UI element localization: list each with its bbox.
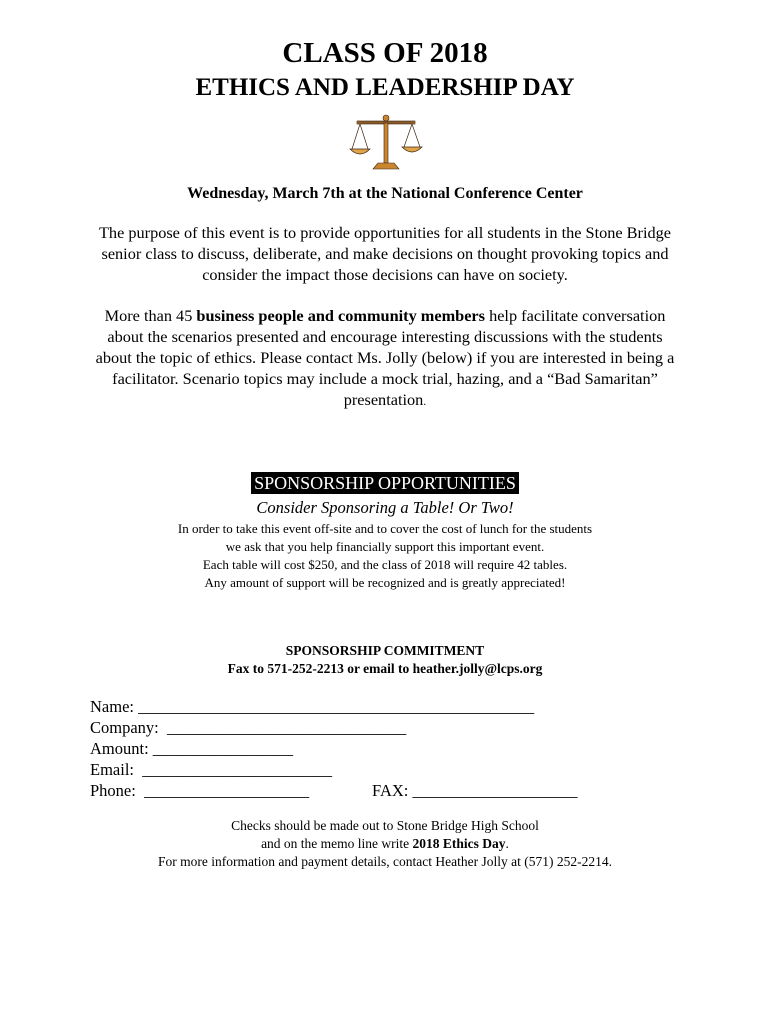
title-ethics-leadership-day: ETHICS AND LEADERSHIP DAY (195, 74, 575, 101)
form-fax-field[interactable]: FAX: ____________________ (372, 781, 578, 800)
form-company-field[interactable]: Company: _____________________________ (90, 718, 407, 737)
sponsorship-line: we ask that you help financially support this important event. (225, 539, 545, 554)
scales-of-justice-icon (349, 113, 423, 171)
footer-line-contact: For more information and payment details, contact Heather Jolly at (571) 252-2214. (157, 854, 612, 869)
event-purpose-paragraph: The purpose of this event is to provide opportunities for all students in the Stone Bridge senior class to discuss, deliberate, and make decisions on thought provoking topics and consider the impact those decisions can have on society. (98, 223, 671, 284)
commitment-fax-email: Fax to 571-252-2213 or email to heather.jolly@lcps.org (227, 661, 543, 676)
facilitators-text-post: help facilitate conversation about the scenarios presented and encourage interesting discussions with the students about the topic of ethics. Please contact Ms. Jolly (below) if you are interested in being a facilitator. Scenario topics may include a mock trial, hazing, and a “Bad Samaritan” presentation (95, 306, 675, 409)
form-name-field[interactable]: Name: ________________________________________________ (90, 697, 535, 716)
footer-memo-pre: and on the memo line write (261, 836, 413, 851)
sponsorship-heading-wrap (0, 472, 770, 494)
facilitators-paragraph (90, 305, 680, 412)
sponsorship-heading: SPONSORSHIP OPPORTUNITIES (251, 472, 519, 494)
event-date-location: Wednesday, March 7th at the National Conference Center (187, 185, 583, 202)
form-phone-field[interactable]: Phone: ____________________ (90, 781, 310, 800)
facilitators-text-bold: business people and community members (196, 306, 485, 325)
form-amount-field[interactable]: Amount: _________________ (90, 739, 294, 758)
title-class-of-2018: CLASS OF 2018 (282, 37, 488, 69)
form-email-field[interactable]: Email: _______________________ (90, 760, 332, 779)
commitment-title: SPONSORSHIP COMMITMENT (285, 643, 485, 658)
sponsorship-subheading: Consider Sponsoring a Table! Or Two! (256, 498, 514, 517)
payment-footer (0, 817, 770, 871)
footer-memo-bold: 2018 Ethics Day (412, 836, 506, 851)
footer-line-checks: Checks should be made out to Stone Bridge High School (231, 818, 539, 833)
sponsorship-line: Each table will cost $250, and the class of 2018 will require 42 tables. (202, 557, 568, 572)
sponsorship-details (100, 520, 670, 592)
facilitators-text-end: . (423, 394, 427, 408)
footer-memo-post: . (505, 836, 509, 851)
facilitators-text-pre: More than 45 (104, 306, 197, 325)
sponsorship-line: In order to take this event off-site and to cover the cost of lunch for the students (177, 521, 593, 536)
sponsorship-line: Any amount of support will be recognized and is greatly appreciated! (204, 575, 566, 590)
footer-line-memo (0, 835, 770, 853)
